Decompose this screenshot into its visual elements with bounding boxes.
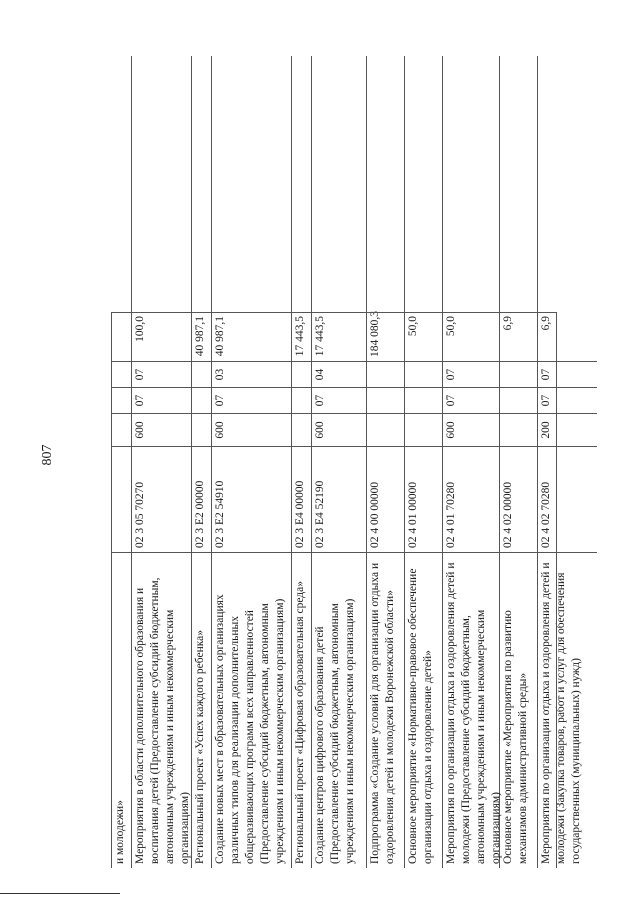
row-csr: 02 3 E2 54910 [211,447,291,553]
row-rz: 07 [211,388,291,414]
row-pr: 07 [537,362,597,388]
row-rz: 07 [442,388,499,414]
table-row [311,56,367,868]
page-number: 807 [40,444,55,466]
row-rz [291,388,311,414]
table-row [211,56,292,868]
row-pr: 03 [211,362,291,388]
row-csr: 02 3 E4 52190 [311,447,366,553]
table-row [537,56,597,868]
row-name: Мероприятия в области дополнительного образования и воспитания детей (Предоставление субсидий бюджетным, автономным учреждениям и иным некоммерческим организациям) [134,577,191,864]
row-csr: 02 4 01 70280 [442,447,499,553]
row-name: Подпрограмма «Создание условий для организации отдыха и оздоровления детей и молодежи Воронежской области» [369,562,396,864]
row-rz [366,388,404,414]
table-row [442,56,500,868]
row-csr: 02 4 00 00000 [366,447,404,553]
row-name: Региональный проект «Успех каждого ребенка» [194,629,206,864]
row-csr: 02 4 01 00000 [404,447,442,553]
row-rz [191,388,211,414]
row-csr: 02 3 E2 00000 [191,447,211,553]
row-vr [366,414,404,447]
table-row [404,56,443,868]
page-bottom-rule [0,893,120,894]
row-vr [499,414,537,447]
row-rz: 07 [537,388,597,414]
table-row [191,56,212,868]
row-rz [111,388,131,414]
row-csr: 02 4 02 70280 [537,447,597,553]
row-vr [191,414,211,447]
row-name: Основное мероприятие «Мероприятия по развитию механизмов административной среды» [502,610,529,864]
row-pr [111,362,131,388]
row-amount: 50,0 [404,312,442,362]
row-amount: 100,0 [131,312,191,362]
row-vr: 200 [537,414,597,447]
row-csr [111,447,131,553]
row-vr: 600 [311,414,366,447]
row-rz [404,388,442,414]
row-rz: 07 [311,388,366,414]
row-name: Мероприятия по организации отдыха и оздоровления детей и молодежи (Предоставление субсидий бюджетным, автономным учреждениям и иным некоммерческим организациям) [445,562,502,864]
row-amount [111,312,131,362]
budget-table [111,56,582,868]
row-amount: 17 443,5 [291,312,311,362]
row-vr: 600 [131,414,191,447]
row-name: Основное мероприятие «Нормативно-правовое обеспечение организации отдыха и оздоровление детей» [407,568,434,864]
row-vr [291,414,311,447]
row-pr [291,362,311,388]
table-row [111,56,132,868]
table-row [291,56,312,868]
row-pr: 07 [442,362,499,388]
row-name: Мероприятия по организации отдыха и оздоровления детей и молодежи (Закупка товаров, работ и услуг для обеспечения государственных (муниципальных) нужд) [540,562,582,864]
row-vr: 600 [442,414,499,447]
row-vr [111,414,131,447]
row-amount: 40 987,1 [211,312,291,362]
row-pr: 07 [131,362,191,388]
row-csr: 02 3 05 70270 [131,447,191,553]
row-name: Создание центров цифрового образования детей (Предоставление субсидий бюджетным, автономным учреждениям и иным некоммерческим организациям) [314,598,356,864]
row-amount: 6,9 [499,312,537,362]
row-vr [404,414,442,447]
row-rz: 07 [131,388,191,414]
row-amount: 40 987,1 [191,312,211,362]
row-pr [191,362,211,388]
row-vr: 600 [211,414,291,447]
row-pr [499,362,537,388]
table-row [131,56,192,868]
table-row [499,56,538,868]
row-amount: 50,0 [442,312,499,362]
row-pr [366,362,404,388]
row-csr: 02 3 E4 00000 [291,447,311,553]
row-name: и молодежи» [114,800,126,864]
row-pr: 04 [311,362,366,388]
row-csr: 02 4 02 00000 [499,447,537,553]
row-pr [404,362,442,388]
row-amount: 17 443,5 [311,312,366,362]
row-amount: 184 080,3 [366,312,404,362]
rotated-table-viewport [111,56,582,868]
row-name: Региональный проект «Цифровая образовательная среда» [294,581,306,864]
table-row [366,56,405,868]
row-rz [499,388,537,414]
row-name: Создание новых мест в образовательных организациях различных типов для реализации дополнительных общеразвивающих программ всех направленностей (Предоставление субсидий бюджетным, автономным учреждениям и иным некоммерческим организациям) [214,594,286,864]
row-amount: 6,9 [537,312,597,362]
